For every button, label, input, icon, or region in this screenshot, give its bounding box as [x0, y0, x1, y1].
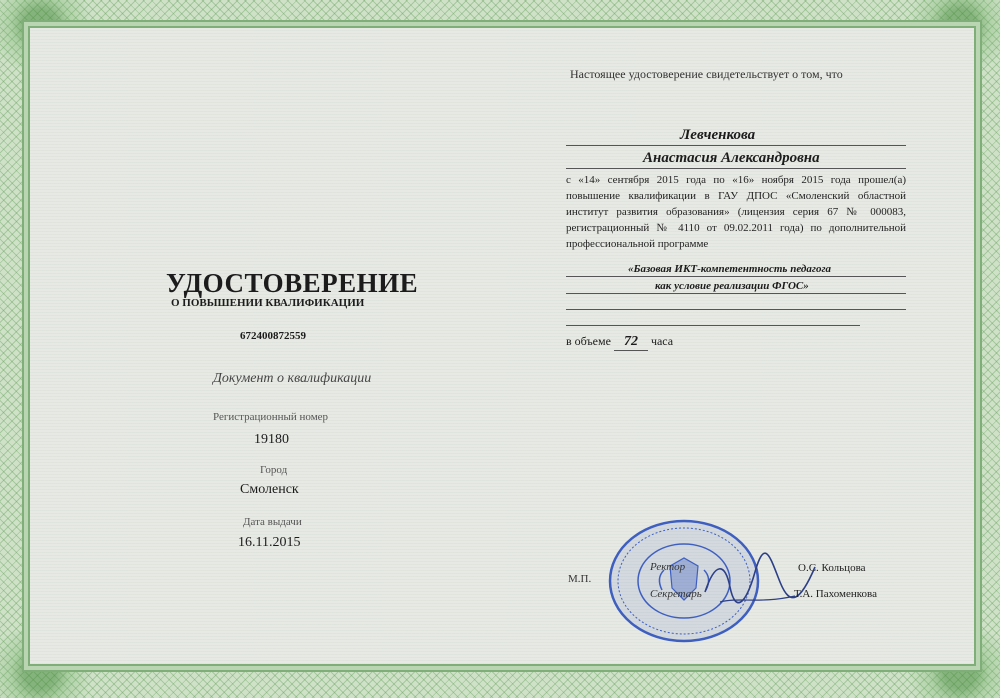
certificate-number: 672400872559 [240, 330, 306, 342]
handwritten-signature-icon [700, 552, 820, 612]
program-underline [566, 276, 906, 277]
secretary-label: Секретарь [650, 588, 702, 600]
surname-underline [566, 145, 906, 146]
rector-name: О.С. Кольцова [798, 562, 866, 574]
program-underline [566, 293, 906, 294]
volume-suffix: часа [650, 334, 674, 348]
reg-number-value: 19180 [254, 432, 289, 447]
course-volume [566, 334, 673, 351]
secretary-name: Т.А. Пахоменкова [794, 588, 877, 600]
issue-date-value: 16.11.2015 [238, 535, 301, 550]
rector-label: Ректор [650, 561, 686, 573]
certificate-title: УДОСТОВЕРЕНИЕ [166, 268, 419, 298]
stamp-place-label: М.П. [568, 573, 592, 585]
certificate-subtitle: О ПОВЫШЕНИИ КВАЛИФИКАЦИИ [171, 297, 365, 309]
city-value: Смоленск [240, 482, 299, 497]
name-underline [566, 168, 906, 169]
reg-number-label: Регистрационный номер [213, 411, 329, 423]
training-description: с «14» сентября 2015 года по «16» ноября 2015 года прошел(а) повышение квалификации в ГАУ ДПОС «Смоленский областной институт развития образования» (лицензия серия 67 № 000083, регистрационный № 4110 от 09.02.2011 года) по дополнительной профессиональной программе [566, 174, 906, 250]
volume-prefix: в объеме [566, 334, 611, 348]
blank-underline [566, 325, 860, 326]
blank-underline [566, 309, 906, 310]
volume-hours: 72 [614, 334, 648, 351]
city-label: Город [260, 464, 288, 476]
document-type: Документ о квалификации [213, 371, 372, 386]
issue-date-label: Дата выдачи [243, 516, 302, 528]
program-title-line1: «Базовая ИКТ-компетентность педагога [628, 263, 832, 275]
holder-given-name: Анастасия Александровна [643, 150, 820, 166]
intro-text: Настоящее удостоверение свидетельствует о том, что [570, 67, 843, 81]
holder-surname: Левченкова [680, 127, 756, 143]
program-title-line2: как условие реализации ФГОС» [655, 280, 809, 292]
